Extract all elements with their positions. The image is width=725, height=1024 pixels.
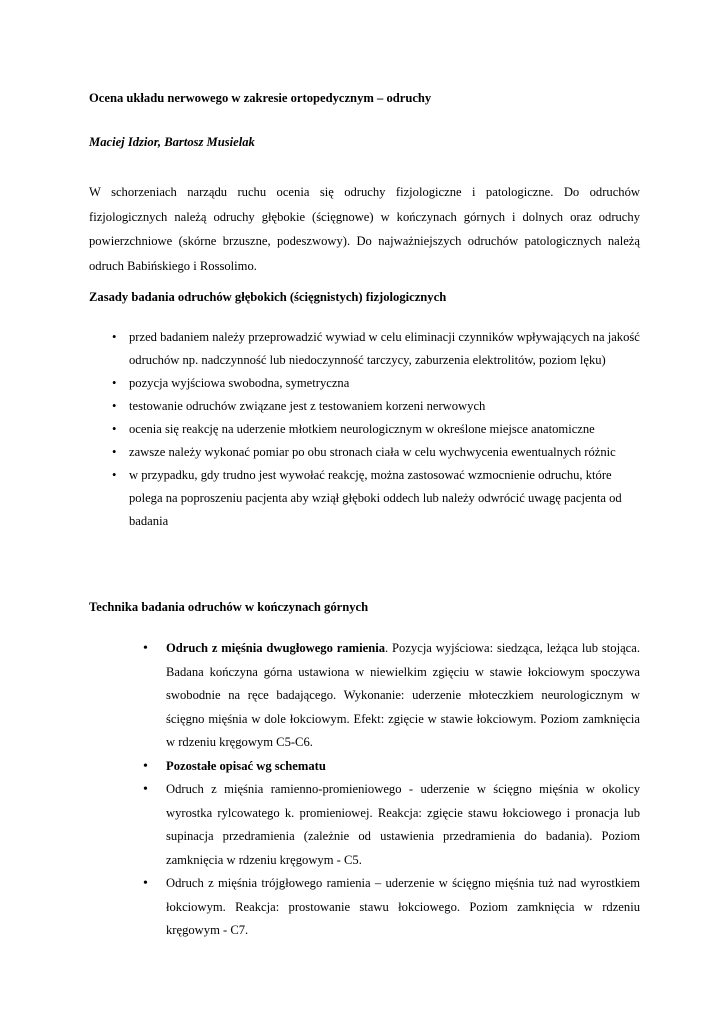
section-heading-technique: Technika badania odruchów w kończynach górnych	[89, 600, 369, 614]
technique-list	[89, 637, 640, 943]
bullet: •	[143, 782, 148, 797]
rules-list	[89, 326, 640, 533]
bullet: •	[112, 445, 117, 459]
bullet: •	[112, 399, 117, 413]
list-item	[89, 441, 640, 464]
section-heading-rules: Zasady badania odruchów głębokich (ścięgnistych) fizjologicznych	[89, 290, 447, 304]
list-item	[89, 326, 640, 372]
bullet: •	[143, 641, 148, 656]
list-item	[89, 395, 640, 418]
bullet: •	[143, 876, 148, 891]
intro-paragraph: W schorzeniach narządu ruchu ocenia się odruchy fizjologiczne i patologiczne. Do odruchów fizjologicznych należą odruchy głębokie (ścięgnowe) w kończynach górnych i dolnych oraz odruchy powierzchniowe (skórne brzuszne, podeszwowy). Do najważniejszych odruchów patologicznych należą odruch Babińskiego i Rossolimo.	[89, 185, 640, 273]
list-item	[89, 755, 640, 779]
list-item-text: ocenia się reakcję na uderzenie młotkiem neurologicznym w określone miejsce anatomiczne	[129, 422, 595, 436]
bullet: •	[112, 376, 117, 390]
bullet: •	[112, 330, 117, 344]
list-item-bold-text: Pozostałe opisać wg schematu	[166, 758, 326, 773]
list-item	[89, 778, 640, 872]
list-item-text: Odruch z mięśnia ramienno-promieniowego - uderzenie w ścięgno mięśnia w okolicy wyrostka rylcowatego k. promieniowej. Reakcja: zgięcie stawu łokciowego i pronacja lub supinacja przedramienia (zależnie od ustawienia przedramienia do badania). Poziom zamknięcia w rdzeniu kręgowym - C5.	[166, 782, 640, 867]
reflex-name-bold: Odruch z mięśnia dwugłowego ramienia	[166, 641, 386, 655]
list-item-text: testowanie odruchów związane jest z testowaniem korzeni nerwowych	[129, 399, 486, 413]
document-authors: Maciej Idzior, Bartosz Musielak	[89, 135, 255, 149]
list-item-text: w przypadku, gdy trudno jest wywołać reakcję, można zastosować wzmocnienie odruchu, które polega na poproszeniu pacjenta aby wziął głęboki oddech lub należy odwrócić uwagę pacjenta od badania	[129, 468, 622, 528]
list-item-text: zawsze należy wykonać pomiar po obu stronach ciała w celu wychwycenia ewentualnych różnic	[129, 445, 616, 459]
bullet: •	[143, 758, 148, 774]
bullet: •	[112, 422, 117, 436]
list-item-text: Odruch z mięśnia trójgłowego ramienia – uderzenie w ścięgno mięśnia tuż nad wyrostkiem łokciowym. Reakcja: prostowanie stawu łokciowego. Poziom zamknięcia w rdzeniu kręgowym - C7.	[166, 876, 640, 937]
document-title: Ocena układu nerwowego w zakresie ortopedycznym – odruchy	[89, 91, 432, 105]
list-item-text: pozycja wyjściowa swobodna, symetryczna	[129, 376, 350, 390]
list-item-text: przed badaniem należy przeprowadzić wywiad w celu eliminacji czynników wpływających na jakość odruchów np. nadczynność lub niedoczynność tarczycy, zaburzenia elektrolitów, poziom lęku)	[129, 330, 640, 367]
list-item-text: . Pozycja wyjściowa: siedząca, leżąca lub stojąca. Badana kończyna górna ustawiona w niewielkim zgięciu w stawie łokciowym spoczywa swobodnie na ręce badającego. Wykonanie: uderzenie młoteczkiem neurologicznym w ścięgno mięśnia w dole łokciowym. Efekt: zgięcie w stawie łokciowym. Poziom zamknięcia w rdzeniu kręgowym C5-C6.	[166, 641, 640, 749]
list-item	[89, 372, 640, 395]
list-item	[89, 637, 640, 755]
list-item	[89, 872, 640, 943]
list-item	[89, 418, 640, 441]
list-item	[89, 464, 640, 533]
bullet: •	[112, 468, 117, 482]
